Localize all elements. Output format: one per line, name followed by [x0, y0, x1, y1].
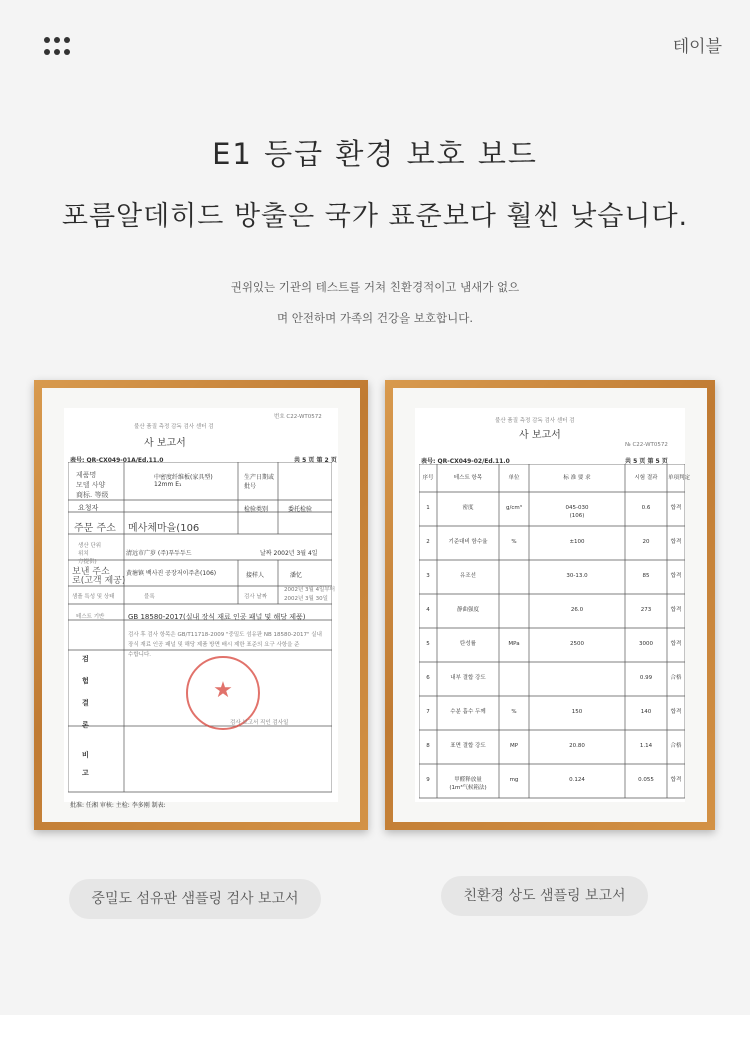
table-header-cell: 테스트 항목 — [453, 475, 483, 481]
table-cell-no: 3 — [426, 573, 430, 579]
table-cell-unit: MPa — [508, 641, 520, 647]
stamp-caption: 검사 보고서 직인 검사일 — [230, 720, 289, 726]
table-cell-requirement: 0.124 — [569, 777, 585, 783]
caption-left-report[interactable]: 중밀도 섬유판 샘플링 검사 보고서 — [69, 879, 321, 919]
frame-mat — [393, 388, 707, 822]
row-value-date: 날짜 2002년 3월 4일 — [260, 550, 318, 557]
table-cell-item: 密度 — [462, 505, 474, 511]
table-cell-no: 2 — [426, 539, 430, 545]
table-cell-result: 85 — [642, 573, 650, 579]
table-cell-result: 20 — [642, 539, 650, 545]
table-cell-judge: 합격 — [670, 573, 682, 579]
row-value-category: 委托检验 — [288, 506, 313, 513]
row-label-sample: 샘플 특성 및 상태 — [72, 594, 115, 600]
left-report-document — [64, 408, 338, 809]
row-label-category: 检验类别 — [244, 506, 269, 513]
table-cell-judge: 합격 — [670, 505, 682, 511]
table-cell-result: 0.99 — [639, 675, 653, 681]
row-label-product: 제품명 모델 사양 商标. 等级 — [76, 471, 109, 499]
table-cell-no: 6 — [426, 675, 430, 681]
table-header-cell: 标 准 要 求 — [563, 475, 591, 481]
signers: 批准: 任湘 审核: 主检: 李多刚 制表: — [70, 802, 166, 809]
row-value-producer: 清远市广岁 (주)푸두두드 — [126, 550, 192, 557]
report-number: № C22-WT0572 — [625, 442, 668, 448]
table-cell-result: 3000 — [639, 641, 653, 647]
row-value-test-date: 2002년 3월 4일부터 2002년 3월 30일 — [284, 587, 336, 602]
row-label-receiver: 接样人 — [246, 572, 265, 579]
official-stamp: ★ — [186, 656, 260, 730]
row-value-sender: 黄塘镇 백사진 공장저이주촌(106) — [126, 570, 217, 577]
description-line-1: 권위있는 기관의 테스트를 거쳐 친환경적이고 냄새가 없으 — [230, 280, 520, 294]
table-header-cell: 序号 — [422, 475, 434, 481]
table-header-cell: 单位 — [508, 475, 520, 481]
row-value-sample: 블록 — [144, 594, 155, 600]
table-cell-unit: mg — [509, 777, 519, 783]
table-cell-judge: 합격 — [670, 539, 682, 545]
report-code: 表号: QR-CX049-02/Ed.11.0 — [421, 458, 510, 465]
table-cell-no: 7 — [426, 709, 430, 715]
table-cell-requirement: 150 — [571, 709, 583, 715]
row-label-requester: 요청자 — [78, 504, 99, 512]
table-cell-requirement: 2500 — [570, 641, 584, 647]
table-cell-item: 표면 결합 강도 — [450, 743, 486, 749]
table-cell-judge: 합격 — [670, 709, 682, 715]
report-title: 사 보고서 — [144, 438, 186, 449]
table-cell-unit: % — [511, 709, 517, 715]
report-center: 불산 품질 측정 감독 검사 센터 검 — [495, 418, 575, 424]
right-report-frame — [385, 380, 715, 830]
table-cell-result: 0.055 — [638, 777, 654, 783]
table-cell-judge: 合格 — [670, 675, 682, 681]
caption-right-report[interactable]: 친환경 상도 샘플링 보고서 — [441, 876, 648, 916]
table-cell-judge: 合格 — [670, 743, 682, 749]
table-cell-no: 9 — [426, 777, 430, 783]
table-cell-item: 내부 결합 강도 — [450, 675, 486, 681]
row-label-basis: 테스트 기반 — [76, 614, 105, 620]
table-cell-requirement: ±100 — [569, 539, 585, 545]
remark-label: 비 고 — [82, 751, 89, 777]
table-cell-item: 静曲强度 — [456, 607, 479, 613]
row-value-basis: GB 18580-2017(실내 장식 재료 인공 패널 및 해당 제품) — [128, 613, 306, 621]
frame-mat — [42, 388, 360, 822]
description-line-2: 며 안전하며 가족의 건강을 보호합니다. — [276, 311, 474, 325]
conclusion-text: 검사 후 검사 항목은 GB/T11718-2009 "중밀도 섬유판 NB 18580-2017" 실내 장식 재료 인공 패널 및 해당 제품 방면 배시 제한 표준의 요구 사항을 준 수합니다. — [128, 632, 322, 658]
report-pages: 共 5 页 第 2 页 — [294, 457, 337, 464]
row-label-producer: 생산 단위 위치 方提供) — [78, 543, 102, 565]
table-cell-requirement: 20.80 — [569, 743, 585, 749]
report-number: 번호 C22-WT0572 — [274, 414, 322, 420]
table-cell-requirement: 26.0 — [570, 607, 584, 613]
conclusion-label: 검 험 결 론 — [82, 655, 89, 729]
table-cell-judge: 합격 — [670, 607, 682, 613]
row-value-product: 中密度纤维板(家具型) 12mm E₁ — [154, 474, 213, 488]
row-value-receiver: 潘忆 — [290, 572, 303, 579]
category-tag[interactable]: 테이블 — [672, 37, 722, 57]
report-pages: 共 5 页 第 5 页 — [625, 458, 668, 465]
row-label-test-date: 검사 날짜 — [244, 594, 268, 600]
report-title: 사 보고서 — [519, 430, 561, 441]
table-cell-judge: 합격 — [670, 641, 682, 647]
left-report-frame — [34, 380, 368, 830]
page-subtitle: 포름알데히드 방출은 국가 표준보다 훨씬 낮습니다. — [61, 201, 689, 232]
table-cell-item: 기준대비 함수율 — [448, 539, 488, 545]
table-cell-judge: 합격 — [670, 777, 682, 783]
table-header-cell: 시험 결과 — [634, 475, 658, 481]
table-cell-unit: % — [511, 539, 517, 545]
table-cell-result: 0.6 — [641, 505, 651, 511]
report-code: 表号: QR-CX049-01A/Ed.11.0 — [70, 457, 164, 464]
bottom-strip — [0, 1015, 750, 1037]
page-title: E1 등급 환경 보호 보드 — [212, 137, 538, 171]
table-header-cell: 单项判定 — [668, 475, 691, 481]
table-cell-result: 1.14 — [639, 743, 653, 749]
row-label-order-address: 주문 주소 — [74, 523, 116, 534]
table-cell-no: 8 — [426, 743, 430, 749]
table-cell-requirement: 045-030 (106) — [565, 505, 589, 519]
row-label-sender: 보낸 주소 로(고객 제공) — [72, 567, 126, 586]
table-cell-item: 수분 흡수 두께 — [450, 709, 486, 715]
row-label-date: 生产日期或 批号 — [244, 474, 275, 490]
report-center: 불산 품질 측정 감독 검사 센터 검 — [134, 424, 214, 430]
table-cell-result: 273 — [640, 607, 652, 613]
table-cell-unit: g/cm³ — [506, 505, 522, 511]
table-cell-item: 甲醛释放量 (1m³气候箱法) — [449, 777, 487, 791]
table-cell-no: 1 — [426, 505, 430, 511]
table-cell-no: 5 — [426, 641, 430, 647]
table-cell-result: 140 — [640, 709, 652, 715]
table-cell-requirement: 30-13.0 — [566, 573, 588, 579]
table-cell-unit: MP — [509, 743, 519, 749]
row-value-order-address: 메사체마을(106 — [128, 523, 200, 534]
table-cell-no: 4 — [426, 607, 430, 613]
table-cell-item: 탄성률 — [460, 641, 476, 647]
menu-dots-icon[interactable] — [44, 37, 70, 57]
right-report-document — [415, 408, 691, 802]
table-cell-item: 유조선 — [460, 573, 476, 579]
